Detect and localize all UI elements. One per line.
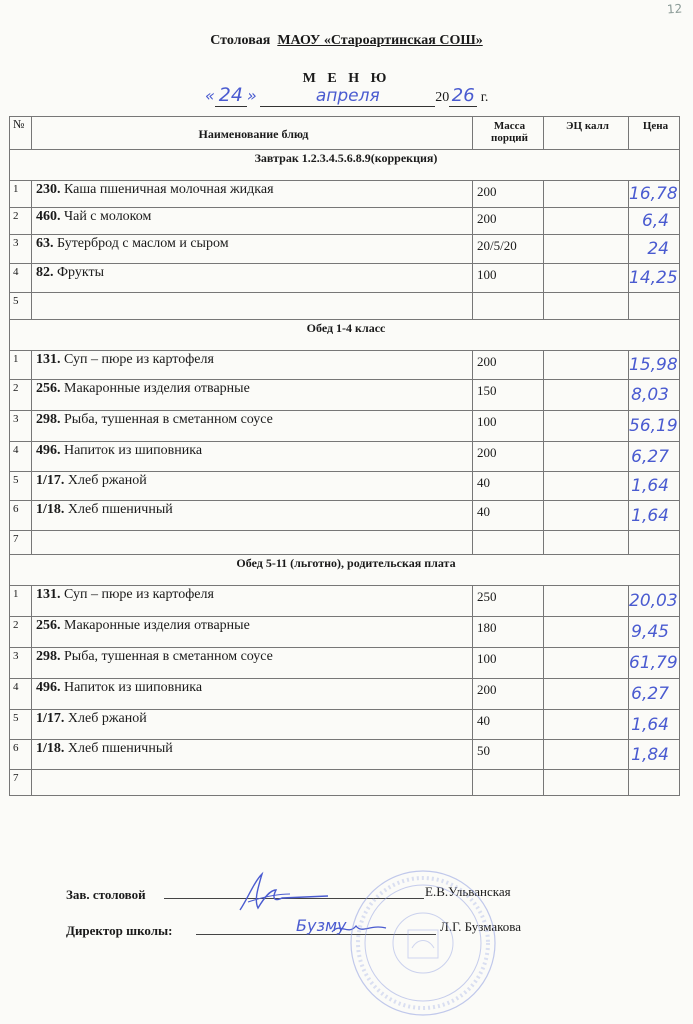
table-row [10, 380, 680, 411]
row-number: 4 [10, 679, 32, 710]
dish-code: 298. [36, 412, 61, 427]
dish-kcal [544, 617, 629, 648]
dish-kcal [544, 472, 629, 501]
row-number: 3 [10, 235, 32, 264]
row-number: 7 [10, 770, 32, 796]
dish-price: 56,19 [629, 416, 678, 436]
dish-kcal [544, 740, 629, 770]
dish-mass: 100 [473, 411, 544, 442]
dish-price-cell [629, 586, 680, 617]
dish-kcal [544, 586, 629, 617]
dish-mass: 40 [473, 472, 544, 501]
dish-price: 61,79 [629, 653, 678, 673]
table-row [10, 351, 680, 380]
dish-kcal [544, 679, 629, 710]
dish-price: 1,64 [631, 714, 669, 735]
dish-mass: 250 [473, 586, 544, 617]
dish-price: 16,78 [629, 184, 678, 204]
dish-price: 1,84 [631, 744, 669, 765]
title-prefix: Столовая [210, 33, 271, 48]
dish-name [32, 472, 473, 501]
dish-mass: 20/5/20 [473, 235, 544, 264]
dish-kcal [544, 710, 629, 740]
dish-code: 1/18. [36, 502, 65, 517]
dish-price-cell [629, 293, 680, 320]
canteen-head-name: Е.В.Ульванская [425, 884, 511, 899]
dish-price: 15,98 [629, 355, 678, 375]
dish-name [32, 235, 473, 264]
dish-code: 131. [36, 352, 61, 367]
dish-price-cell [629, 442, 680, 472]
dish-title: Макаронные изделия отварные [64, 618, 250, 633]
dish-title: Хлеб ржаной [67, 711, 147, 726]
dish-price-cell [629, 710, 680, 740]
dish-title: Суп – пюре из картофеля [64, 352, 214, 367]
dish-price-cell [629, 740, 680, 770]
dish-price-cell [629, 181, 680, 208]
dish-name [32, 710, 473, 740]
table-row [10, 181, 680, 208]
dish-mass: 200 [473, 442, 544, 472]
dish-price-cell [629, 501, 680, 531]
row-number: 1 [10, 181, 32, 208]
section-row [10, 150, 680, 181]
dish-code: 230. [36, 182, 61, 197]
dish-kcal [544, 501, 629, 531]
dish-title: Хлеб ржаной [67, 473, 147, 488]
dish-mass [473, 770, 544, 796]
dish-mass: 40 [473, 501, 544, 531]
table-row [10, 235, 680, 264]
dish-mass: 40 [473, 710, 544, 740]
dish-name [32, 442, 473, 472]
dish-name [32, 501, 473, 531]
dish-kcal [544, 442, 629, 472]
dish-price-cell [629, 617, 680, 648]
row-number: 4 [10, 264, 32, 293]
date-year-mark: г. [480, 90, 489, 105]
dish-mass: 200 [473, 181, 544, 208]
dish-price: 1,64 [631, 505, 669, 526]
dish-code: 1/17. [36, 711, 65, 726]
dish-price: 6,27 [631, 446, 669, 467]
dish-code: 131. [36, 587, 61, 602]
dish-kcal [544, 531, 629, 555]
table-row [10, 411, 680, 442]
title-organization: МАОУ «Староартинская СОШ» [277, 33, 483, 48]
dish-name [32, 351, 473, 380]
director-name: Л.Г. Бузмакова [440, 919, 522, 934]
dish-mass: 100 [473, 264, 544, 293]
column-header-mass: Масса порций [473, 117, 544, 150]
row-number: 5 [10, 710, 32, 740]
section-title: Обед 1-4 класс [10, 320, 680, 351]
dish-name [32, 208, 473, 235]
dish-code: 298. [36, 649, 61, 664]
dish-price: 9,45 [631, 622, 669, 642]
dish-mass: 180 [473, 617, 544, 648]
date-month: апреля [260, 86, 435, 107]
dish-price: 8,03 [631, 385, 669, 405]
dish-name [32, 181, 473, 208]
dish-kcal [544, 181, 629, 208]
table-row [10, 710, 680, 740]
column-header-price: Цена [629, 117, 680, 150]
section-row [10, 555, 680, 586]
dish-price-cell [629, 648, 680, 679]
table-row [10, 617, 680, 648]
dish-name [32, 617, 473, 648]
canteen-head-label: Зав. столовой [66, 887, 146, 902]
dish-mass: 200 [473, 679, 544, 710]
dish-title: Рыба, тушенная в сметанном соусе [64, 649, 273, 664]
dish-code: 63. [36, 236, 54, 251]
dish-kcal [544, 235, 629, 264]
dish-title: Хлеб пшеничный [67, 741, 173, 756]
table-row [10, 679, 680, 710]
row-number: 7 [10, 531, 32, 555]
table-row [10, 472, 680, 501]
table-row [10, 770, 680, 796]
dish-code: 1/18. [36, 741, 65, 756]
dish-name [32, 679, 473, 710]
dish-code: 82. [36, 265, 54, 280]
dish-title: Макаронные изделия отварные [64, 381, 250, 396]
row-number: 5 [10, 472, 32, 501]
dish-price-cell [629, 411, 680, 442]
row-number: 1 [10, 351, 32, 380]
page-title [0, 33, 693, 49]
dish-title: Суп – пюре из картофеля [64, 587, 214, 602]
date-open-quote: « [205, 86, 215, 105]
page-number: 12 [666, 1, 683, 17]
dish-title: Чай с молоком [64, 209, 152, 224]
dish-code: 256. [36, 381, 61, 396]
table-row [10, 531, 680, 555]
row-number: 6 [10, 740, 32, 770]
date-year-prefix: 20 [435, 90, 450, 105]
row-number: 5 [10, 293, 32, 320]
dish-mass: 100 [473, 648, 544, 679]
dish-kcal [544, 264, 629, 293]
table-row [10, 501, 680, 531]
table-row [10, 740, 680, 770]
dish-title: Каша пшеничная молочная жидкая [64, 182, 274, 197]
director-signature: Бузму [296, 916, 347, 935]
dish-price-cell [629, 264, 680, 293]
dish-title: Бутерброд с маслом и сыром [57, 236, 229, 251]
dish-price-cell [629, 531, 680, 555]
dish-title: Фрукты [57, 265, 105, 280]
table-row [10, 264, 680, 293]
dish-kcal [544, 351, 629, 380]
dish-mass: 200 [473, 208, 544, 235]
row-number: 4 [10, 442, 32, 472]
section-title: Обед 5-11 (льготно), родительская плата [10, 555, 680, 586]
dish-kcal [544, 770, 629, 796]
dish-mass [473, 531, 544, 555]
dish-name [32, 586, 473, 617]
column-header-dish: Наименование блюд [32, 117, 473, 150]
section-title: Завтрак 1.2.3.4.5.6.8.9(коррекция) [10, 150, 680, 181]
dish-price-cell [629, 351, 680, 380]
menu-table [9, 116, 680, 796]
dish-price: 24 [647, 239, 669, 259]
dish-code: 256. [36, 618, 61, 633]
dish-title: Напиток из шиповника [64, 443, 203, 458]
dish-price-cell [629, 770, 680, 796]
dish-code: 460. [36, 209, 61, 224]
menu-date [205, 84, 488, 107]
dish-price: 1,64 [631, 476, 669, 496]
dish-title: Хлеб пшеничный [67, 502, 173, 517]
dish-code: 1/17. [36, 473, 65, 488]
dish-price: 20,03 [629, 591, 678, 611]
row-number: 3 [10, 648, 32, 679]
dish-price-cell [629, 235, 680, 264]
dish-mass: 150 [473, 380, 544, 411]
dish-code: 496. [36, 443, 61, 458]
director-label: Директор школы: [66, 923, 173, 938]
canteen-head-signature [218, 868, 338, 916]
dish-price-cell [629, 679, 680, 710]
dish-mass: 50 [473, 740, 544, 770]
row-number: 2 [10, 208, 32, 235]
menu-heading: М Е Н Ю [302, 71, 391, 86]
dish-price: 14,25 [629, 268, 678, 288]
dish-name [32, 264, 473, 293]
row-number: 2 [10, 617, 32, 648]
dish-code: 496. [36, 680, 61, 695]
table-header-row [10, 117, 680, 150]
row-number: 1 [10, 586, 32, 617]
row-number: 6 [10, 501, 32, 531]
date-year-suffix: 26 [449, 85, 477, 107]
table-row [10, 586, 680, 617]
table-row [10, 442, 680, 472]
dish-price: 6,4 [641, 211, 669, 231]
column-header-number: № [10, 117, 32, 150]
date-day: 24 [215, 84, 247, 107]
dish-mass [473, 293, 544, 320]
dish-kcal [544, 208, 629, 235]
dish-price-cell [629, 208, 680, 235]
dish-kcal [544, 380, 629, 411]
dish-name [32, 740, 473, 770]
dish-name [32, 648, 473, 679]
dish-name [32, 531, 473, 555]
dish-title: Рыба, тушенная в сметанном соусе [64, 412, 273, 427]
table-body [10, 150, 680, 796]
table-row [10, 208, 680, 235]
dish-name [32, 770, 473, 796]
school-stamp [348, 868, 498, 1018]
dish-name [32, 380, 473, 411]
dish-mass: 200 [473, 351, 544, 380]
dish-price-cell [629, 472, 680, 501]
table-row [10, 293, 680, 320]
table-row [10, 648, 680, 679]
column-header-kcal: ЭЦ калл [544, 117, 629, 150]
dish-name [32, 411, 473, 442]
dish-title: Напиток из шиповника [64, 680, 203, 695]
dish-price-cell [629, 380, 680, 411]
date-close-quote: » [246, 86, 257, 105]
row-number: 2 [10, 380, 32, 411]
dish-name [32, 293, 473, 320]
dish-kcal [544, 293, 629, 320]
dish-kcal [544, 411, 629, 442]
dish-price: 6,27 [631, 684, 669, 704]
section-row [10, 320, 680, 351]
dish-kcal [544, 648, 629, 679]
row-number: 3 [10, 411, 32, 442]
